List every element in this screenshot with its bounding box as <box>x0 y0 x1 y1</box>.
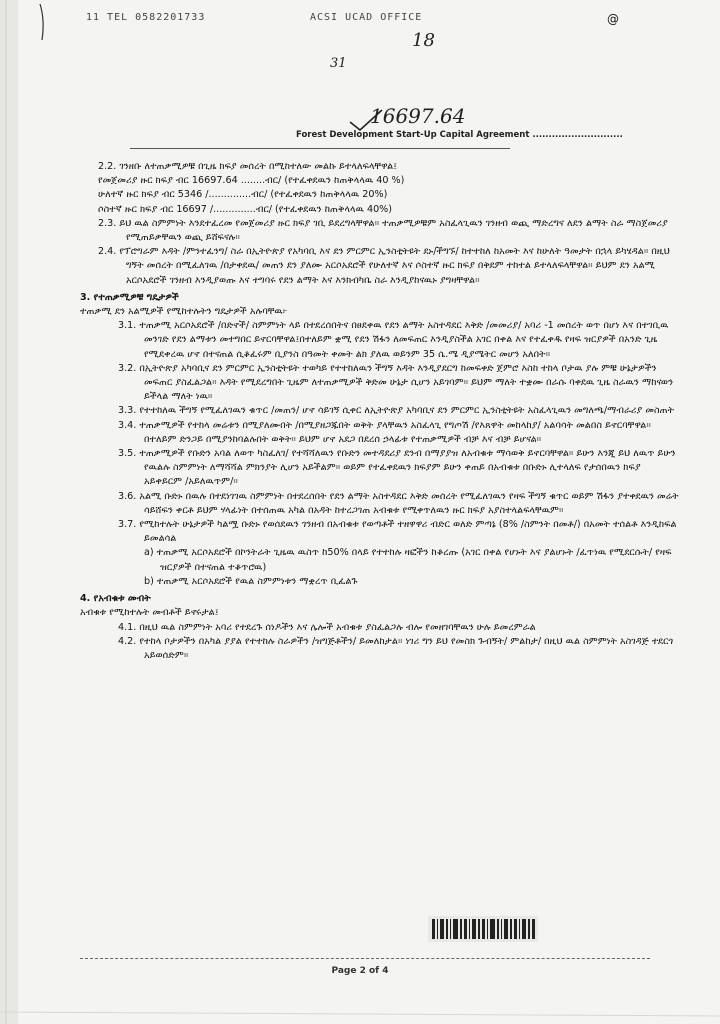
agreement-clause: 3.5. ተጠቃሚዎች የቡድን አባል ለወጥ ካስፈለገ/ የተሻሻለዉን የቡድን መተዳደሪያ ደንብ በማያያዝ ለአብቁቱ ማሳወቅ ይኖርባቸዋል። ይሁን እንጂ ይህ ለዉጥ ይሁን የዉልሉ ስምምነት ለማሻሻል ምክንያት ሊሆን አይችልም። ወይም የተፈቀደዉን ክፍያም ይሁን ቀጠይ በአብቁቱ በቡድኑ ሊተላለፍ የታሰበዉን ክፍያ አይቀይርም /አይለዉጥም/። <box>118 448 676 488</box>
fax-tel: 11 TEL 0582201733 <box>86 12 206 23</box>
agreement-clause: 3.1. ተጠቃሚ አርሶአደሮች /በድኖች/ ስምምነት ላይ በተደረሰበትና በፀደቀዉ የደን ልማት አስተዳደር እቅድ /መመሪያ/ አባሪ -1 መሰረት ወጥ በሆነ እና በተገቢዉ መንገድ የደን ልማቱን መተግበር ይኖርባቸዋል፤በተለይም ቋሚ የደን ሽፋን ለመፍጠር እንዲያስችል አገር በቀል እና የተፈቀዱ የዛፍ ዝርያዎች በአንድ ጊዜ የሚደቀረዉ ሆኖ በተናጠል ሲቆፈሩም ቢያንስ በዓመት ቀመት ልክ ያለዉ ወይንም 35 ሴ.ሜ ዲያሜትር መሆን አለበት። <box>118 320 669 360</box>
agreement-clause: 3.3. የተተከለዉ ችግኝ የሚፈለገዉን ቁጥር /መጠን/ ሆኖ ሳይገኝ ሲቀር ለኢትዮጵያ አካባቢና ደን ምርምር ኢንስቲትዩት አስፈላጊዉን መግለጫ/ማብራሪያ መስጠት <box>118 405 675 417</box>
agreement-clause: b) ተጠቃሚ አርሶአደሮች የዉል ስምምነቱን ማቋረጥ ቢፈልጉ <box>144 575 358 587</box>
handwritten-page-note: 31 <box>330 56 347 71</box>
section-heading: 3. የተጠቃሚዎቹ ግዴታዎች <box>80 291 179 303</box>
agreement-clause: 2.3. ይህ ዉል ስምምነት እንደተፈረመ የመጀመሪያ ዙር ክፍያ ገቢ ይደረግላቸዋል። ተጠቃሚዎቹም አስፈላጊዉን ገንዘብ ወጪ ማድረግና ለደን ልማት ስራ ማስጀመሪያ የሚጠይቃቸዉን ወጪ ይሸፍናሉ። <box>98 217 668 244</box>
handwritten-amount: 16697.64 <box>370 104 466 128</box>
barcode-stamp <box>428 916 538 942</box>
agreement-clause: 3.7. የሚከተሉት ሁኔታዎች ካልሟ ቡድኑ የወሰደዉን ገንዘብ በአብቁቱ የወጣቶች ተዘዋዋሪ ብድር ወለድ ምጣኔ (8% /ስምንት በመቶ/) በአመት ተሰልቶ እንዲከፍል ይመልሳል <box>118 519 677 545</box>
agreement-clause: 4.2. የተከላ ቦታዎችን በአካል ያያል የተተከሉ ስራዎችን /ዝግጅቶችን/ ይመለከታል። ነገሪ ግን ይህ የመስክ ጉብኝት/ ምልከታ/ በዚህ ዉል ስምምነት አስገዳጅ ተደርጎ አይወሰድም። <box>118 635 674 661</box>
agreement-clause: 3.2. በኢትዮጵያ አካባቢና ደን ምርምር ኢንስቲትዩት ተወካይ የተተከለዉን ችግኝ እዳት እንዲያደርግ ከመፍቀድ ጀምሮ እስከ ተከላ ቦታዉ ያሉ ምቹ ሁኔታዎችን መፍጠር ያስፈልጋል። እዳት የሚደረግበት ጊዜም ለተጠቃሚዎች ቅድመ ሁኔታ ሲሆን አይገባም። ይህም ማለት ተቋሙ በራሱ ባቀደዉ ጊዜ ስራዉን ማከናወን ይችላል ማለት ነዉ። <box>118 362 674 403</box>
form-title: Forest Development Start-Up Capital Agreement ............................ <box>296 130 623 140</box>
agreement-clause: ሁለተኛ ዙር ክፍያ ብር 5346 /..............ብር/ (የተፈቀደዉን ከጠቅላላዉ 20%) <box>98 189 388 201</box>
agreement-clause: 2.4. የፕሮግራም እዳት /ምንተፈንግ/ ስራ በኢትዮጵያ የአካባቢ እና ደን ምርምር ኢንስቲትዩት ደኑ/ችግኙ/ ከተተከለ ከአመት እና ከሁለት ዓመታት በኋላ ይካሄዳል። በዚህ ግኝት መሰረት በሚፈለገዉ /በታቀደዉ/ መጠን ደን ያለሙ አርሶአደሮች የሁለተኛ እና ሶስተኛ ዙር ክፍያ በቅደም ተከተል ይተላለፍላቸዋል። ይህም ደን አልሚ አርሶአደሮች ገንዘብ እንዲያወጡ እና ተግባሩ የደን ልማት እና እንክብካቤ ስራ እንዲያከናዉኑ ያግዛቸዋል። <box>98 246 670 286</box>
agreement-clause: a) ተጠቃሚ አርሶአደሮች በኮንትራት ጊዜዉ ዉስጥ ከ50% በላይ የተተከሉ ዛፎችን ከቆረጡ (አገር በቀል የሆኑት እና ያልሆኑት /ፈጥነዉ የሚደርሱት/ የዛፍ ዝርያዎች በተናጠል ተቆጥሮዉ) <box>144 547 672 573</box>
agreement-clause: ተጠቃሚ ደን አልሚዎች የሚከተሉትን ግዴታዎች አሉባቸዉ፦ <box>80 306 288 318</box>
agreement-clause: 4.1. በዚህ ዉል ስምምነት አባሪ የተደረጉ ሰነዶችን እና ሌሎች አብቁቱ ያስፈልጋሉ ብሎ የመዘገባቸዉን ሁሉ ይመረምራል <box>118 621 536 633</box>
agreement-body <box>80 160 680 663</box>
header-rule <box>130 148 510 149</box>
footer-rule <box>80 958 650 959</box>
section-heading: 4. የአብቁቱ መብት <box>80 593 151 605</box>
fax-page-mark: @ <box>607 12 619 26</box>
agreement-clause: 3.6. አልሚ ቡድኑ በዉሉ በተደነገገዉ ስምምነት በተደረሰበት የደን ልማት አስተዳደር እቅድ መሰረት የሚፈለገዉን የዛፍ ችግኝ ቁጥር ወይም ሽፋን ያተቀደዉን መሬት ሳይሸፍን ቀርቶ ይህም ሃላፊነት በተሰጠዉ አካል በአዳት ከተረጋገጠ አብቁቱ የሚቀጥለዉን ዙር ክፍያ አያስተላልፍላቸዉም። <box>118 490 679 516</box>
agreement-clause: 2.2. ገንዘቡ ለተጠቃሚዎቹ በጊዜ ክፍያ መሰረት በሚከተለው መልኩ ይተላለፍላቸዋል፤ <box>98 161 398 172</box>
fax-header <box>60 12 700 30</box>
handwritten-top-note: 18 <box>412 30 435 51</box>
agreement-clause: ሶስተኛ ዙር ክፍያ ብር 16697 /..............ብር/ (የተፈቀደዉን ከጠቅላላዉ 40%) <box>98 203 393 215</box>
agreement-clause: አብቁቱ የሚከተሉት መብቶች ይኖሩታል፤ <box>80 607 219 619</box>
fax-office: ACSI UCAD OFFICE <box>310 12 423 23</box>
agreement-clause: 3.4. ተጠቃሚዎች የተከላ መሬቱን በሚያለሙበት /በሚያዘጋጁበት ወቅት ያላቸዉን አስፈላጊ የግጦሽ /የእጸዋት መከላከያ/ አልባሳት መልበስ ይኖርባቸዋል። በተለይም ድንጋይ በሚያንከባልሉበት ወቅት። ይህም ሆኖ አደጋ በደረሰ ኃላፊቱ የተጠቃሚዎች ብቻ እና ብቻ ይሆናል። <box>118 419 651 445</box>
agreement-clause: የመጀመሪያ ዙር ክፍያ ብር 16697.64 ........ብር/ (የተፈቀደዉን ከጠቅላላዉ 40 %) <box>98 175 405 187</box>
page-number: Page 2 of 4 <box>331 966 389 976</box>
